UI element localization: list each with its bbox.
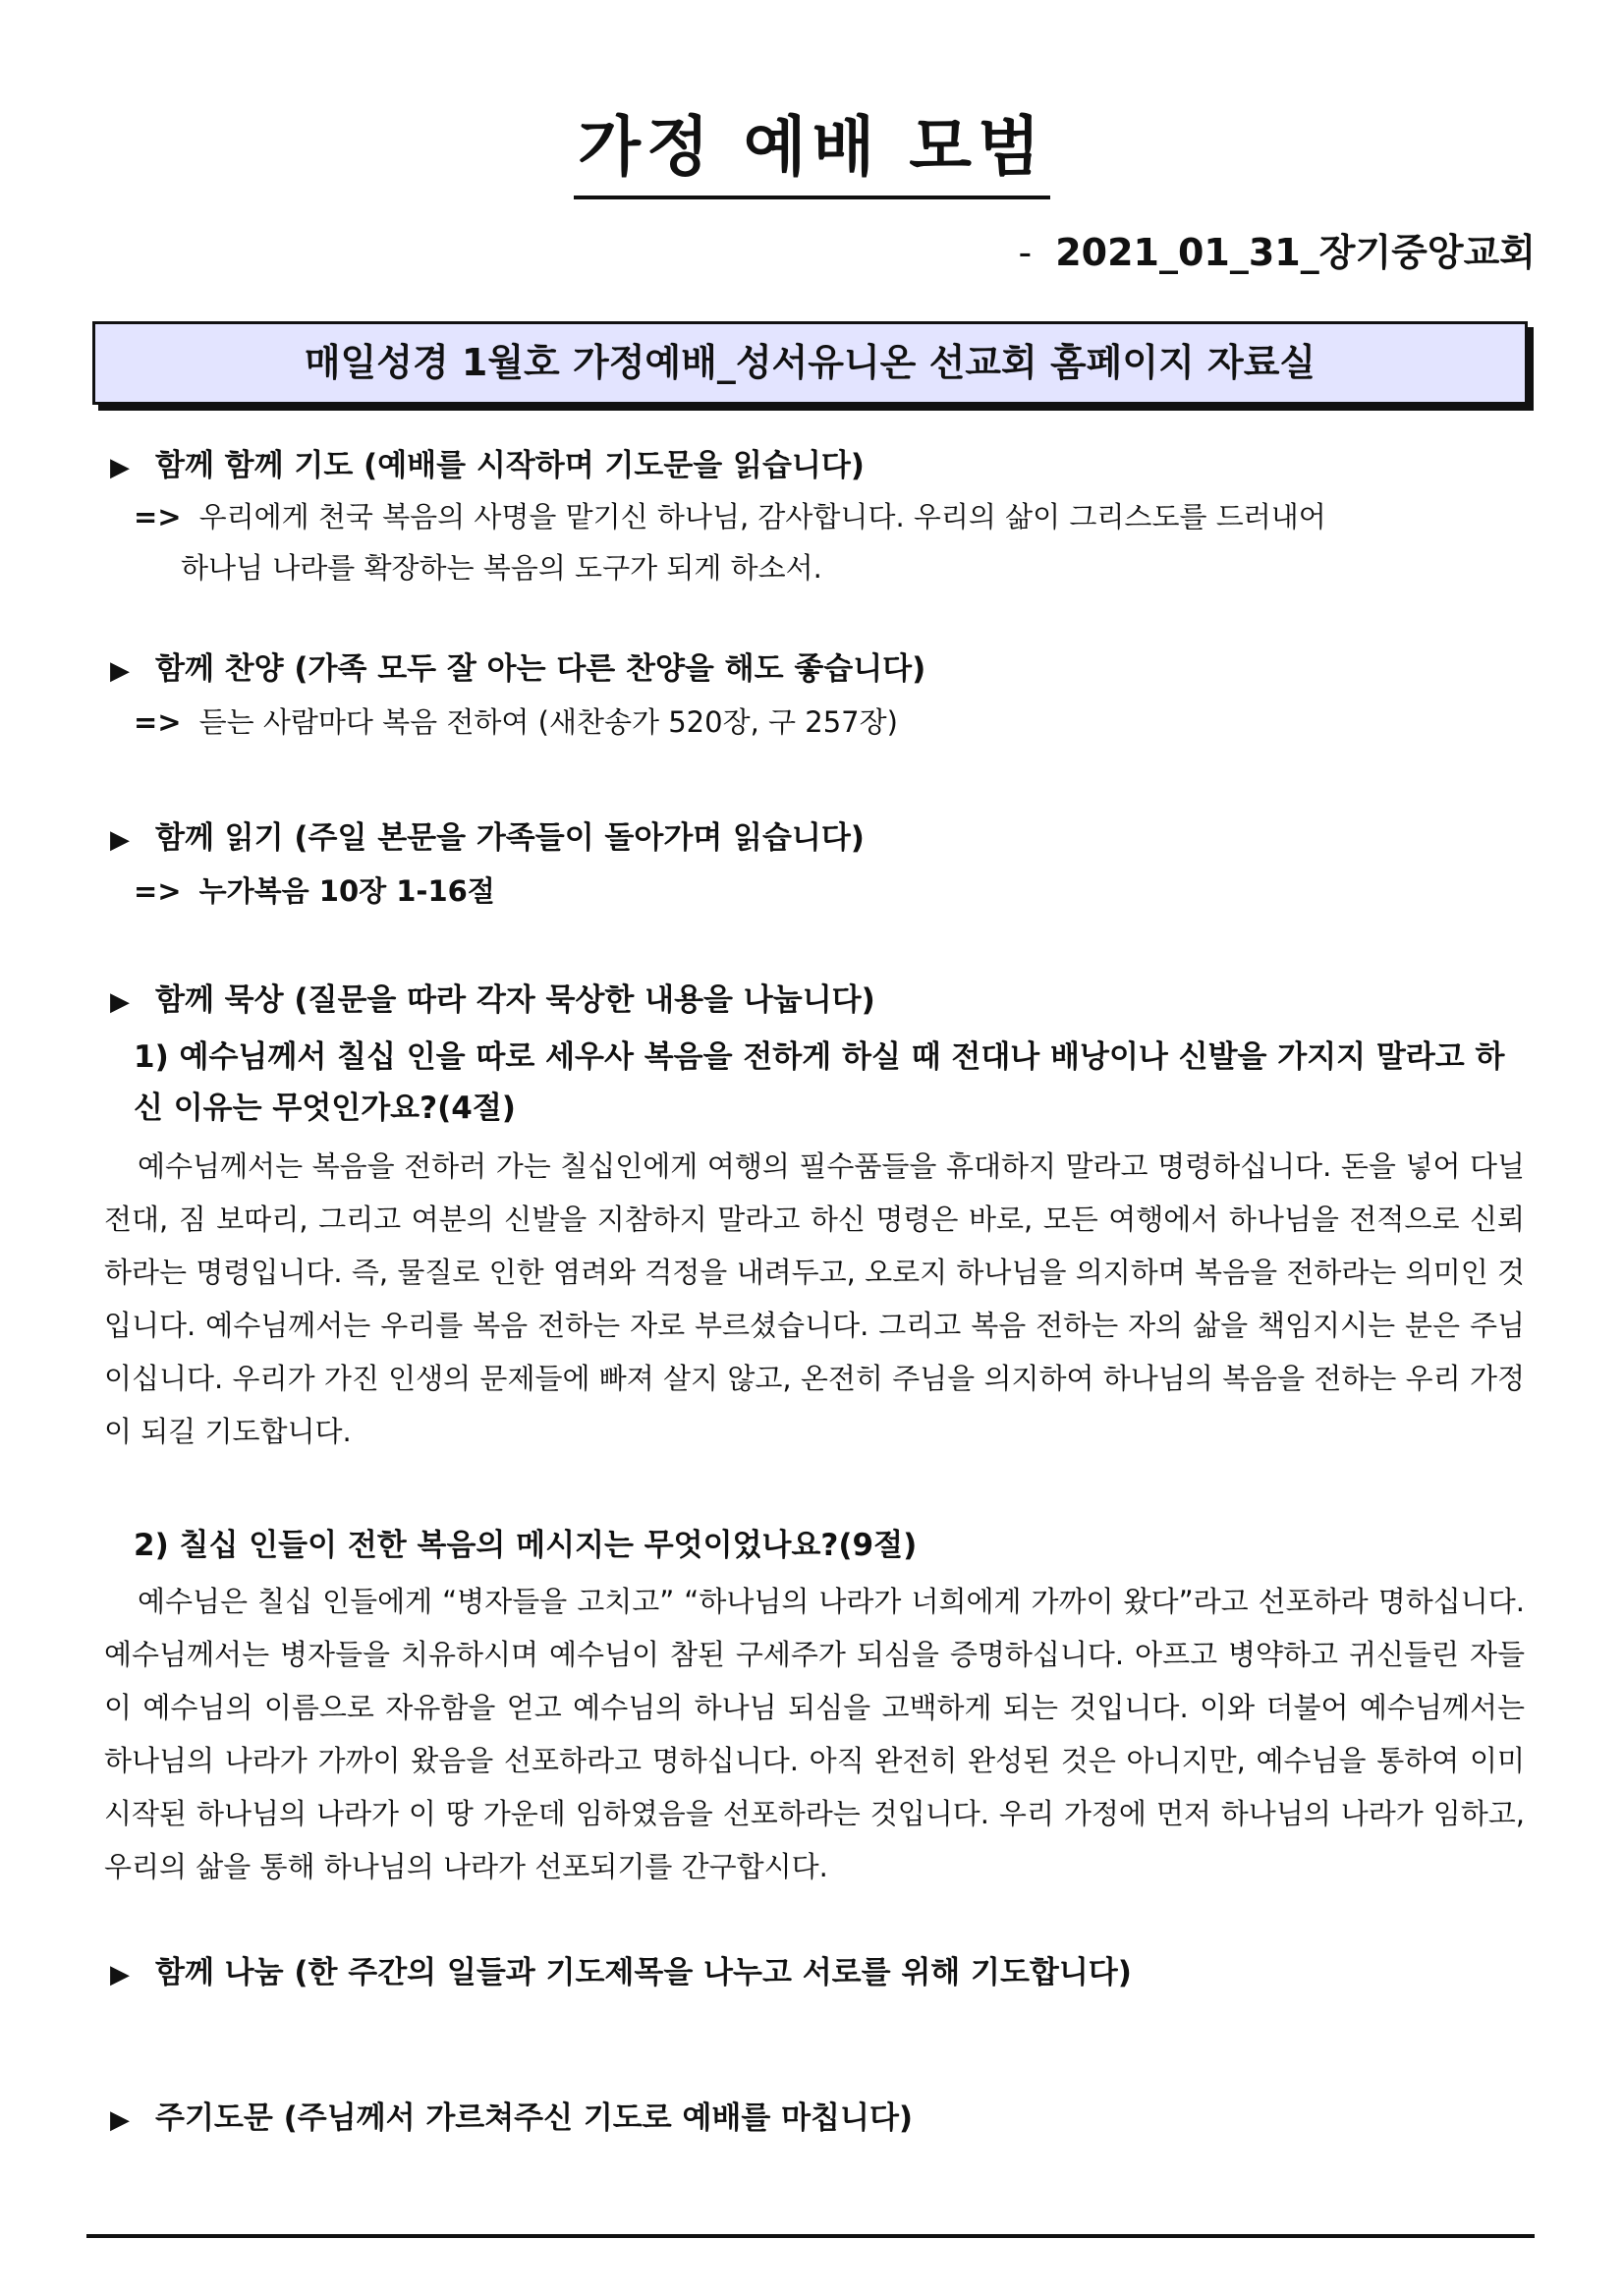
praise-line-1 xyxy=(134,702,898,742)
section-heading-praise xyxy=(110,648,925,692)
triangle-bullet-icon: ▶ xyxy=(110,453,130,482)
prayer-line-1 xyxy=(134,497,1326,536)
date-dash: - xyxy=(1018,231,1033,274)
section-heading-lords-prayer xyxy=(110,2098,913,2141)
section-heading-meditation xyxy=(110,980,875,1023)
meditation-answer-2: 예수님은 칠십 인들에게 “병자들을 고치고” “하나님의 나라가 너희에게 가까이 왔다”라고 선포하라 명하십니다. 예수님께서는 병자들을 치유하시며 예수님이 참된 구세주가 되심을 증명하십니다. 아프고 병약하고 귀신들린 자들이 예수님의 이름으로 자유함을 얻고 예수님의 하나님 되심을 고백하게 되는 것입니다. 이와 더불어 예수님께서는 하나님의 나라가 가까이 왔음을 선포하라고 명하십니다. 아직 완전히 완성된 것은 아니지만, 예수님을 통하여 이미 시작된 하나님의 나라가 이 땅 가운데 임하였음을 선포하라는 것입니다. 우리 가정에 먼저 하나님의 나라가 임하고, 우리의 삶을 통해 하나님의 나라가 선포되기를 간구합시다. xyxy=(104,1585,1525,1883)
arrow-icon: => xyxy=(134,705,182,739)
section-heading-text: 함께 묵상 (질문을 따라 각자 묵상한 내용을 나눕니다) xyxy=(155,982,875,1018)
section-heading-reading xyxy=(110,817,865,861)
date-church-text: 2021_01_31_장기중앙교회 xyxy=(1055,231,1536,274)
section-heading-sharing xyxy=(110,1952,1132,1995)
triangle-bullet-icon: ▶ xyxy=(110,825,130,855)
triangle-bullet-icon: ▶ xyxy=(110,1960,130,1989)
bottom-divider xyxy=(86,2234,1535,2238)
document-title xyxy=(0,103,1624,199)
triangle-bullet-icon: ▶ xyxy=(110,656,130,686)
date-church-line xyxy=(1019,228,1537,277)
section-heading-text: 주기도문 (주님께서 가르쳐주신 기도로 예배를 마칩니다) xyxy=(155,2100,914,2136)
reading-text-1: 누가복음 10장 1-16절 xyxy=(198,874,495,908)
section-heading-text: 함께 함께 기도 (예배를 시작하며 기도문을 읽습니다) xyxy=(155,448,865,483)
document-title-text: 가정 예배 모범 xyxy=(574,103,1050,199)
meditation-answer-1: 예수님께서는 복음을 전하러 가는 칠십인에게 여행의 필수품들을 휴대하지 말라고 명령하십니다. 돈을 넣어 다닐 전대, 짐 보따리, 그리고 여분의 신발을 지참하지 말라고 하신 명령은 바로, 모든 여행에서 하나님을 전적으로 신뢰하라는 명령입니다. 즉, 물질로 인한 염려와 걱정을 내려두고, 오로지 하나님을 의지하며 복음을 전하라는 의미인 것입니다. 예수님께서는 우리를 복음 전하는 자로 부르셨습니다. 그리고 복음 전하는 자의 삶을 책임지시는 분은 주님이십니다. 우리가 가진 인생의 문제들에 빠져 살지 않고, 온전히 주님을 의지하여 하나님의 복음을 전하는 우리 가정이 되길 기도합니다. xyxy=(104,1149,1525,1448)
source-banner: 매일성경 1월호 가정예배_성서유니온 선교회 홈페이지 자료실 xyxy=(92,321,1528,405)
section-heading-text: 함께 찬양 (가족 모두 잘 아는 다른 찬양을 해도 좋습니다) xyxy=(155,651,926,687)
meditation-question-2: 2) 칠십 인들이 전한 복음의 메시지는 무엇이었나요?(9절) xyxy=(134,1528,918,1563)
triangle-bullet-icon: ▶ xyxy=(110,987,130,1017)
triangle-bullet-icon: ▶ xyxy=(110,2105,130,2135)
section-heading-text: 함께 나눔 (한 주간의 일들과 기도제목을 나누고 서로를 위해 기도합니다) xyxy=(155,1955,1132,1990)
meditation-question-1: 1) 예수님께서 칠십 인을 따로 세우사 복음을 전하게 하실 때 전대나 배낭이나 신발을 가지지 말라고 하신 이유는 무엇인가요?(4절) xyxy=(134,1039,1505,1126)
arrow-icon: => xyxy=(134,500,182,533)
prayer-text-1: 우리에게 천국 복음의 사명을 맡기신 하나님, 감사합니다. 우리의 삶이 그리스도를 드러내어 xyxy=(198,500,1326,533)
section-heading-prayer xyxy=(110,445,865,488)
praise-text-1: 듣는 사람마다 복음 전하여 (새찬송가 520장, 구 257장) xyxy=(198,705,898,739)
prayer-line-2: 하나님 나라를 확장하는 복음의 도구가 되게 하소서. xyxy=(181,551,822,585)
arrow-icon: => xyxy=(134,874,182,908)
reading-line-1 xyxy=(134,871,495,911)
section-heading-text: 함께 읽기 (주일 본문을 가족들이 돌아가며 읽습니다) xyxy=(155,820,865,856)
